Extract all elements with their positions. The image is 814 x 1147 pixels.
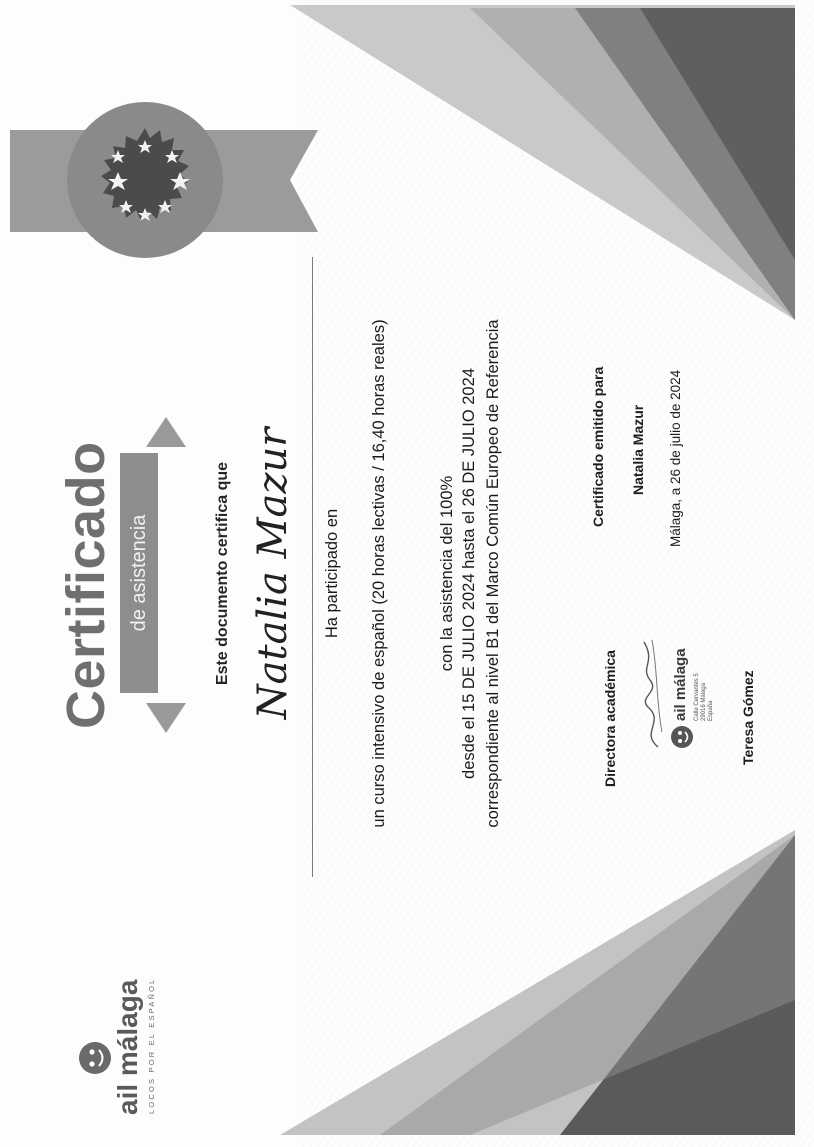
participant-name: Natalia Mazur: [250, 427, 296, 720]
certificate-subtitle: de asistencia: [120, 453, 158, 693]
logo-tagline: LOCOS POR EL ESPAÑOL: [147, 977, 156, 1114]
logo-face-icon: [78, 1041, 112, 1075]
signature-icon: [630, 632, 670, 752]
band-tail-right: [146, 417, 186, 447]
name-underline: [312, 257, 313, 877]
level-text: correspondiente al nivel B1 del Marco Común Europeo de Referencia: [484, 319, 502, 828]
intro-text: Este documento certifica que: [214, 461, 231, 686]
band-tail-left: [146, 703, 186, 733]
attendance-text: con la asistencia del 100%: [438, 475, 456, 672]
director-label: Directora académica: [602, 650, 618, 787]
course-text: un curso intensivo de español (20 horas lectivas / 16,40 horas reales): [370, 319, 388, 828]
place-date: Málaga, a 26 de julio de 2024: [668, 369, 683, 547]
stamp-line-2: 29016 Málaga: [701, 682, 707, 721]
issued-label: Certificado emitido para: [590, 366, 606, 527]
stamp-line-1: Calle Cervantes 5: [694, 673, 700, 721]
director-name: Teresa Gómez: [740, 670, 756, 765]
dates-text: desde el 15 DE JULIO 2024 hasta el 26 DE JULIO 2024: [460, 368, 478, 779]
stamp-brand: ail málaga: [672, 648, 689, 721]
certificate-title: Certificado: [56, 441, 116, 729]
stamp-line-3: España: [708, 700, 714, 721]
logo-face-icon: [670, 725, 694, 749]
issued-name: Natalia Mazur: [630, 404, 646, 495]
logo-brand: ail málaga: [112, 979, 143, 1115]
participated-text: Ha participado en: [323, 508, 341, 639]
